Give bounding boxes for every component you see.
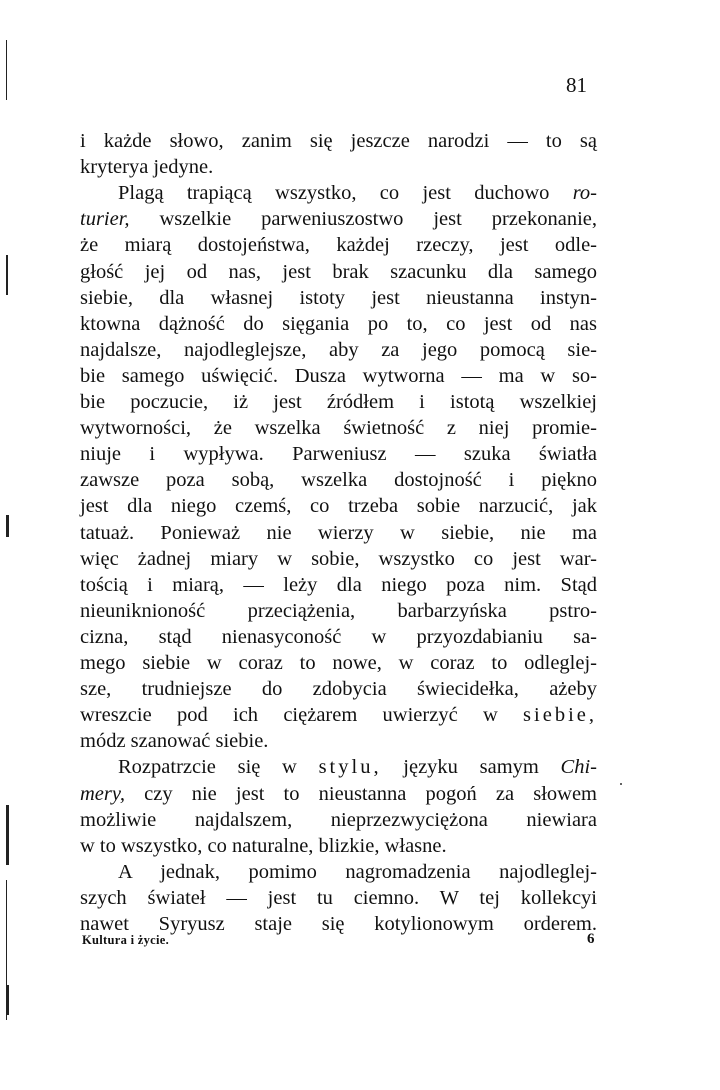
text-line — [80, 728, 597, 754]
text-line — [118, 754, 597, 780]
text-run: mego siebie w coraz to nowe, w coraz to odleglej- — [80, 652, 597, 674]
text-line — [80, 885, 597, 911]
scan-margin-mark — [6, 985, 9, 1015]
text-line — [80, 128, 597, 154]
footer-signature: Kultura i życie. — [82, 933, 170, 947]
text-run: bie poczucie, iż jest źródłem i istotą wszelkiej — [80, 391, 597, 413]
text-run: nieuniknioność przeciążenia, barbarzyńska pstro- — [80, 599, 597, 622]
text-line — [80, 650, 597, 676]
text-run: Rozpatrzcie się w — [118, 756, 319, 779]
text-line — [80, 833, 597, 859]
text-run: wszelkie parweniuszostwo jest przekonanie, — [129, 208, 597, 231]
text-line — [80, 206, 597, 232]
text-run: siebie, dla własnej istoty jest nieustanna instyn- — [80, 286, 597, 309]
text-line — [80, 415, 597, 441]
text-line — [80, 311, 597, 337]
text-line — [80, 781, 597, 807]
text-line — [118, 859, 597, 885]
text-run: więc żadnej miary w sobie, wszystko co jest war- — [80, 547, 597, 570]
text-run: A jednak, pomimo nagromadzenia najodleglej- — [118, 860, 597, 883]
text-line — [80, 493, 597, 519]
text-line — [80, 232, 597, 258]
italic-text: mery, — [80, 782, 125, 805]
spaced-text: stylu, — [318, 756, 382, 779]
scan-margin-mark — [6, 40, 7, 100]
scan-margin-mark — [6, 515, 9, 537]
text-line — [80, 702, 597, 728]
text-run: Plagą trapiącą wszystko, co jest duchowo — [118, 182, 573, 205]
text-line — [80, 598, 597, 624]
text-run: możliwie najdalszem, nieprzezwyciężona niewiara — [80, 808, 597, 831]
text-run: wreszcie pod ich ciężarem uwierzyć w — [80, 704, 524, 727]
text-line — [80, 441, 597, 467]
text-line — [80, 389, 597, 415]
text-run: wytworności, że wszelka świetność z niej promie- — [80, 417, 597, 440]
text-run: języku samym — [381, 756, 561, 779]
text-run: tością i miarą, — leży dla niego poza nim. Stąd — [80, 573, 597, 596]
text-run: i każde słowo, zanim się jeszcze narodzi — to są — [80, 130, 597, 152]
text-run: kryterya jedyne. — [80, 156, 214, 179]
text-line — [80, 807, 597, 833]
text-run: tatuaż. Ponieważ nie wierzy w siebie, nie ma — [80, 521, 597, 544]
text-line — [80, 154, 597, 180]
text-line — [80, 259, 597, 285]
text-run: sze, trudniejsze do zdobycia świecidełka, ażeby — [80, 678, 597, 701]
text-run: cizna, stąd nienasyconość w przyozdabianiu sa- — [80, 625, 597, 648]
text-run: w to wszystko, co naturalne, blizkie, własne. — [80, 834, 447, 857]
text-line — [80, 572, 597, 598]
scan-margin-mark — [6, 805, 9, 865]
footer-sheet-number: 6 — [587, 931, 595, 947]
text-line — [80, 546, 597, 572]
text-line — [80, 624, 597, 650]
italic-text: Chi- — [560, 756, 597, 779]
text-line — [80, 363, 597, 389]
text-run: niuje i wypływa. Parweniusz — szuka światła — [80, 443, 597, 466]
page-number: 81 — [566, 73, 587, 97]
italic-text: turier, — [80, 208, 130, 231]
text-run: zawsze poza sobą, wszelka dostojność i piękno — [80, 469, 597, 492]
text-line — [80, 676, 597, 702]
text-line — [80, 467, 597, 493]
text-run: że miarą dostojeństwa, każdej rzeczy, jest odle- — [80, 234, 597, 257]
text-run: jest dla niego czemś, co trzeba sobie narzucić, jak — [80, 495, 597, 518]
text-run: módz szanować siebie. — [80, 730, 269, 753]
text-run: najdalsze, najodleglejsze, aby za jego pomocą sie- — [80, 338, 597, 361]
text-run: szych świateł — jest tu ciemno. W tej kollekcyi — [80, 886, 597, 909]
text-line — [118, 180, 597, 206]
text-run: ktowna dążność do sięgania po to, co jest od nas — [80, 312, 597, 335]
scan-margin-mark — [6, 255, 8, 295]
text-line — [80, 337, 597, 363]
italic-text: ro- — [572, 182, 597, 205]
text-run: bie samego uświęcić. Dusza wytworna — ma w so- — [80, 364, 597, 387]
spaced-text: siebie, — [523, 704, 597, 727]
text-run: czy nie jest to nieustanna pogoń za słowem — [124, 782, 597, 805]
text-line — [80, 520, 597, 546]
text-run: głość jej od nas, jest brak szacunku dla samego — [80, 260, 597, 283]
scan-speck — [620, 783, 622, 785]
text-line — [80, 285, 597, 311]
text-run: nawet Syryusz staje się kotylionowym orderem. — [80, 913, 597, 935]
